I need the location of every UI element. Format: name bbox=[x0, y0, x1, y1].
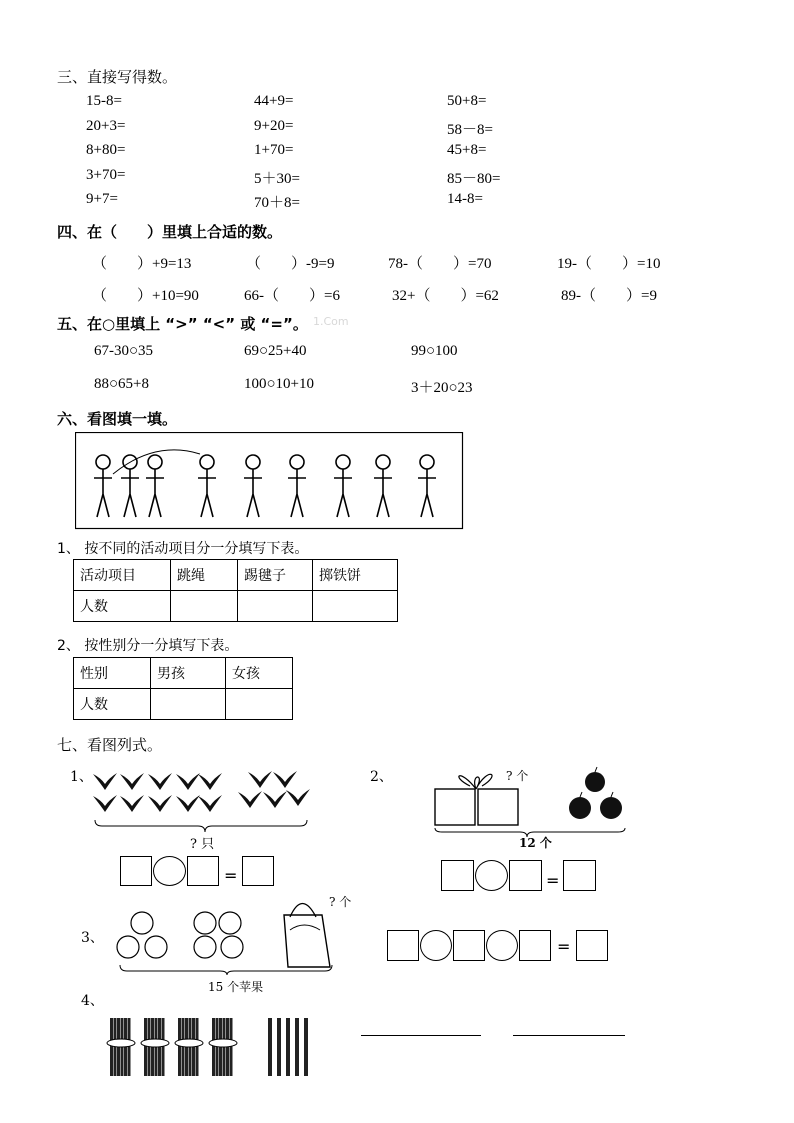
math-problem: 15-8= bbox=[86, 93, 122, 109]
compare-problem: 3＋20○23 bbox=[411, 380, 473, 396]
answer-cell[interactable] bbox=[171, 591, 238, 622]
table-header: 踢毽子 bbox=[238, 560, 313, 591]
section-4-title: 四、在（ ）里填上合适的数。 bbox=[57, 223, 283, 241]
section-7-title: 七、看图列式。 bbox=[57, 736, 163, 754]
math-problem: 3+70= bbox=[86, 166, 126, 183]
question-1-text: 1、 按不同的活动项目分一分填写下表。 bbox=[57, 541, 309, 557]
sticks-bundles-picture bbox=[100, 1015, 325, 1080]
problem-1-number: 1、 bbox=[70, 769, 93, 785]
answer-box[interactable] bbox=[120, 856, 152, 886]
math-problem: 50+8= bbox=[447, 93, 487, 109]
table-row-label: 人数 bbox=[74, 689, 151, 720]
math-problem: 58－8= bbox=[447, 121, 493, 138]
section-3-title: 三、直接写得数。 bbox=[57, 68, 178, 86]
table-header: 男孩 bbox=[151, 658, 226, 689]
answer-cell[interactable] bbox=[151, 689, 226, 720]
activity-table bbox=[73, 559, 398, 622]
operator-circle[interactable] bbox=[153, 856, 186, 886]
compare-problem: 88○65+8 bbox=[94, 376, 150, 392]
answer-box[interactable] bbox=[453, 930, 485, 961]
blank-problem: 89-（ ）=9 bbox=[561, 288, 657, 304]
operator-circle[interactable] bbox=[486, 930, 518, 961]
blank-problem: （ ）-9=9 bbox=[246, 256, 335, 272]
blank-problem: 66-（ ）=6 bbox=[244, 288, 340, 304]
answer-box[interactable] bbox=[242, 856, 274, 886]
answer-box[interactable] bbox=[509, 860, 542, 891]
math-problem: 9+20= bbox=[254, 117, 294, 134]
table-header: 性别 bbox=[74, 658, 151, 689]
answer-box[interactable] bbox=[387, 930, 419, 961]
table-header: 女孩 bbox=[226, 658, 293, 689]
section-5-title: 五、在○里填上 “>” “<” 或 “=”。 bbox=[57, 315, 308, 333]
children-activities-picture bbox=[75, 432, 465, 530]
answer-line[interactable] bbox=[513, 1035, 625, 1036]
blank-problem: （ ）+9=13 bbox=[92, 256, 192, 272]
answer-box[interactable] bbox=[187, 856, 219, 886]
table-header: 活动项目 bbox=[74, 560, 171, 591]
gift-and-apples-picture bbox=[430, 762, 635, 837]
compare-problem: 99○100 bbox=[411, 343, 458, 359]
math-problem: 5＋30= bbox=[254, 170, 300, 187]
blank-problem: （ ）+10=90 bbox=[92, 288, 199, 304]
apples-and-bag-picture bbox=[112, 885, 342, 975]
compare-problem: 69○25+40 bbox=[244, 343, 307, 359]
question-2-text: 2、 按性别分一分填写下表。 bbox=[57, 638, 239, 654]
math-problem: 20+3= bbox=[86, 117, 126, 134]
problem-2-number: 2、 bbox=[370, 769, 393, 785]
math-problem: 45+8= bbox=[447, 142, 487, 158]
answer-cell[interactable] bbox=[238, 591, 313, 622]
table-header: 掷铁饼 bbox=[313, 560, 398, 591]
blank-problem: 32+（ ）=62 bbox=[392, 288, 499, 304]
bag-question-label: ? 个 bbox=[329, 895, 352, 909]
math-problem: 9+7= bbox=[86, 191, 118, 207]
equals-sign: = bbox=[546, 871, 560, 890]
table-header: 跳绳 bbox=[171, 560, 238, 591]
total-15-apples-label: 15 个苹果 bbox=[208, 980, 264, 994]
math-problem: 85－80= bbox=[447, 170, 501, 187]
total-12-label: 12 个 bbox=[519, 836, 552, 850]
answer-box[interactable] bbox=[576, 930, 608, 961]
birds-picture bbox=[90, 766, 320, 836]
problem-3-number: 3、 bbox=[81, 930, 104, 946]
math-problem: 1+70= bbox=[254, 142, 294, 158]
math-problem: 70＋8= bbox=[254, 195, 300, 211]
compare-problem: 100○10+10 bbox=[244, 376, 315, 392]
problem-4-number: 4、 bbox=[81, 993, 104, 1009]
answer-box[interactable] bbox=[563, 860, 596, 891]
gift-question-label: ? 个 bbox=[506, 769, 529, 783]
answer-cell[interactable] bbox=[226, 689, 293, 720]
table-row-label: 人数 bbox=[74, 591, 171, 622]
compare-problem: 67-30○35 bbox=[94, 343, 154, 359]
blank-problem: 78-（ ）=70 bbox=[388, 256, 492, 272]
answer-box[interactable] bbox=[441, 860, 474, 891]
equals-sign: = bbox=[224, 866, 238, 885]
math-problem: 14-8= bbox=[447, 191, 483, 207]
blank-problem: 19-（ ）=10 bbox=[557, 256, 661, 272]
equals-sign: = bbox=[557, 937, 571, 956]
operator-circle[interactable] bbox=[420, 930, 452, 961]
math-problem: 44+9= bbox=[254, 93, 294, 109]
answer-box[interactable] bbox=[519, 930, 551, 961]
section-6-title: 六、看图填一填。 bbox=[57, 410, 178, 428]
watermark: 1.Com bbox=[313, 315, 349, 328]
gender-table bbox=[73, 657, 293, 720]
answer-cell[interactable] bbox=[313, 591, 398, 622]
birds-total-label: ? 只 bbox=[190, 837, 215, 852]
math-problem: 8+80= bbox=[86, 142, 126, 158]
operator-circle[interactable] bbox=[475, 860, 508, 891]
answer-line[interactable] bbox=[361, 1035, 481, 1036]
